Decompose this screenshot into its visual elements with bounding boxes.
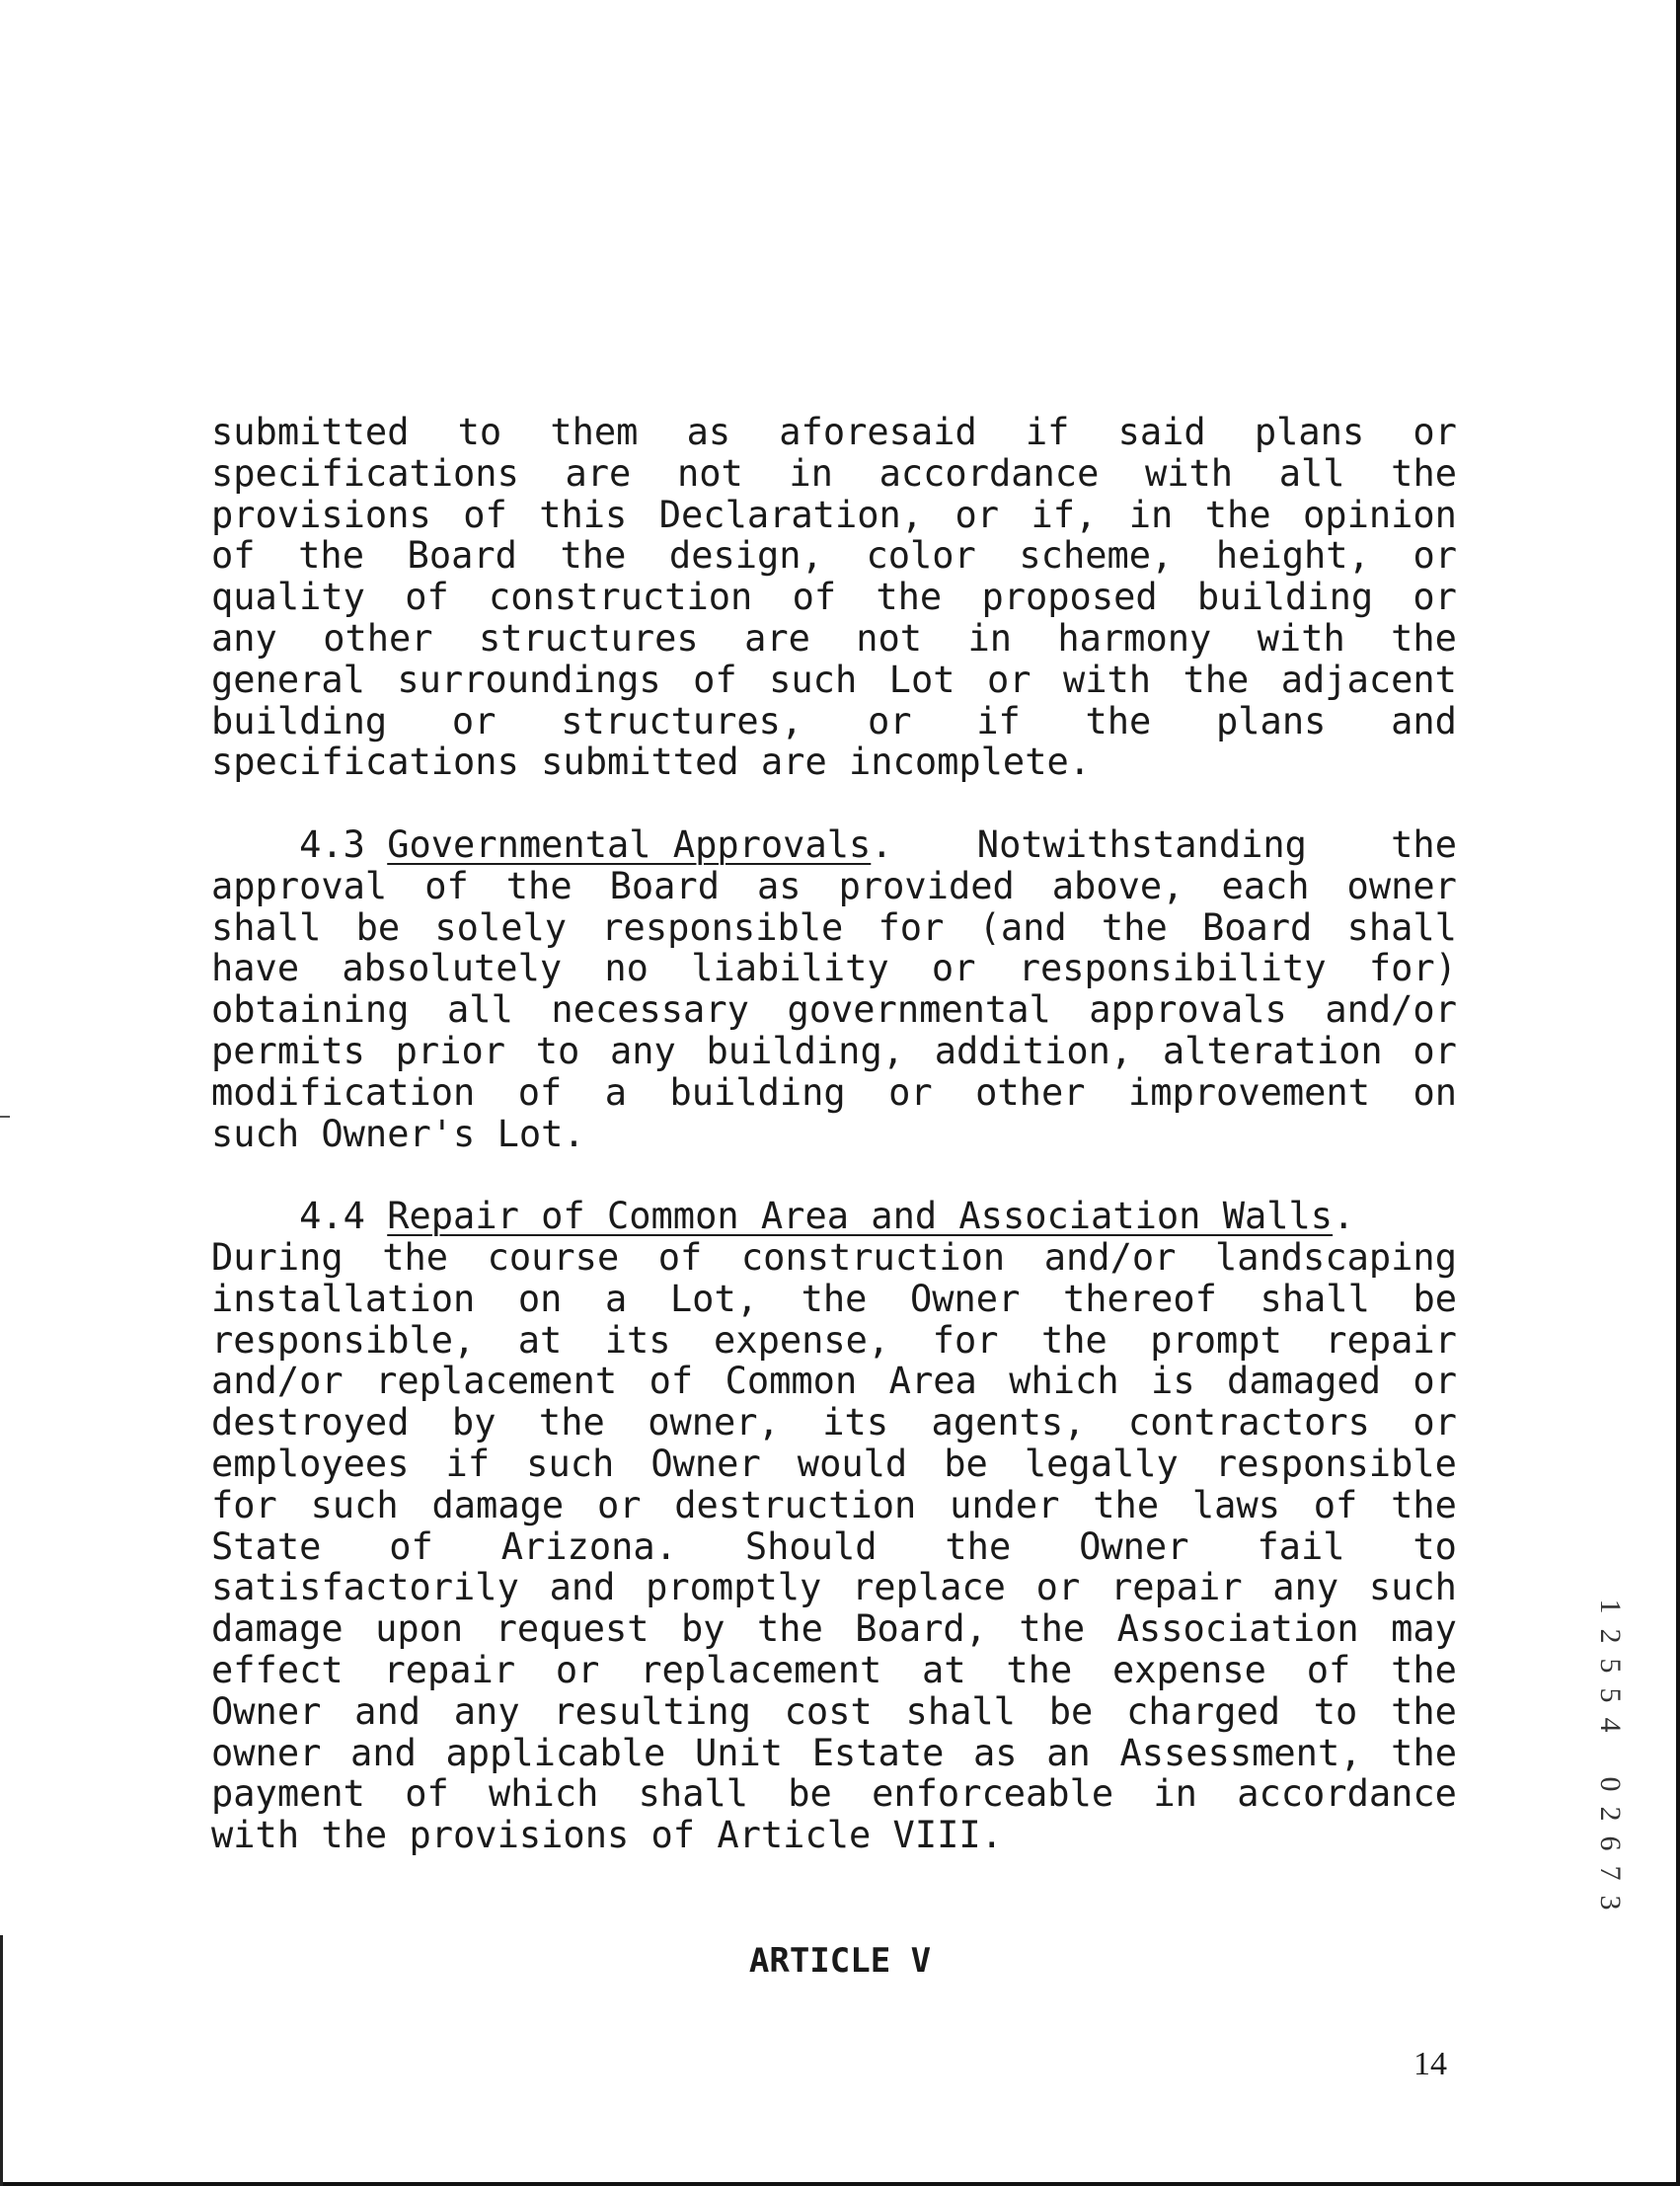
text-line: damage upon request by the Board, the Association may bbox=[211, 1607, 1457, 1651]
stamp-digit: 4 bbox=[1594, 1717, 1627, 1733]
stamp-digit: 2 bbox=[1594, 1806, 1627, 1822]
text-line: with the provisions of Article VIII. bbox=[211, 1814, 1003, 1857]
text-line: specifications submitted are incomplete. bbox=[211, 741, 1092, 784]
scan-tick-mark bbox=[0, 1116, 10, 1118]
text-line: destroyed by the owner, its agents, contractors or bbox=[211, 1401, 1457, 1444]
text-line: any other structures are not in harmony with the bbox=[211, 616, 1457, 660]
section-number: 4.4 bbox=[299, 1195, 365, 1238]
section-4-4-heading-line bbox=[211, 1196, 1457, 1237]
article-heading: ARTICLE V bbox=[748, 1941, 932, 1981]
stamp-digit: 5 bbox=[1594, 1658, 1627, 1674]
stamp-digit bbox=[1595, 1740, 1625, 1769]
recording-stamp bbox=[1595, 1592, 1625, 1917]
section-4-3 bbox=[211, 824, 1457, 1154]
section-number: 4.3 bbox=[299, 822, 365, 866]
section-title: Governmental Approvals bbox=[387, 822, 872, 866]
text-line: have absolutely no liability or responsibility for) bbox=[211, 947, 1457, 990]
paragraph-continuation bbox=[211, 412, 1457, 783]
text-line: State of Arizona. Should the Owner fail to bbox=[211, 1524, 1457, 1568]
section-4-3-heading-line: 4.3 Governmental Approvals. Notwithstanding the bbox=[211, 824, 1457, 866]
text-line: employees if such Owner would be legally responsible bbox=[211, 1442, 1457, 1485]
section-title: Repair of Common Area and Association Walls bbox=[387, 1195, 1334, 1238]
section-4-3-lead: 4.3 Governmental Approvals. bbox=[299, 822, 893, 866]
page-edge-bottom bbox=[0, 2182, 1680, 2186]
text-line: for such damage or destruction under the laws of the bbox=[211, 1483, 1457, 1526]
stamp-digit: 0 bbox=[1594, 1776, 1627, 1792]
text-line: shall be solely responsible for (and the Board shall bbox=[211, 905, 1457, 949]
stamp-digit: 7 bbox=[1594, 1865, 1627, 1881]
text-line: owner and applicable Unit Estate as an Assessment, the bbox=[211, 1731, 1457, 1774]
text-line: submitted to them as aforesaid if said plans or bbox=[211, 411, 1457, 453]
text-line: effect repair or replacement at the expense of the bbox=[211, 1648, 1457, 1691]
text-line: general surroundings of such Lot or with the adjacent bbox=[211, 658, 1457, 701]
text-line: and/or replacement of Common Area which is damaged or bbox=[211, 1360, 1457, 1403]
text-line: installation on a Lot, the Owner thereof shall be bbox=[211, 1277, 1457, 1320]
stamp-digit: 1 bbox=[1594, 1599, 1627, 1614]
text-line: permits prior to any building, addition, alteration or bbox=[211, 1029, 1457, 1072]
text-line: specifications are not in accordance with all the bbox=[211, 451, 1457, 495]
text-line: responsible, at its expense, for the prompt repair bbox=[211, 1318, 1457, 1362]
stamp-digit: 5 bbox=[1594, 1687, 1627, 1703]
section-4-4 bbox=[211, 1196, 1457, 1856]
text-line: approval of the Board as provided above, each owner bbox=[211, 864, 1457, 907]
text-line: obtaining all necessary governmental approvals and/or bbox=[211, 988, 1457, 1032]
text-line: such Owner's Lot. bbox=[211, 1112, 585, 1155]
page-edge-right bbox=[1676, 0, 1680, 2186]
text-line: building or structures, or if the plans and bbox=[211, 699, 1457, 742]
text-line: modification of a building or other improvement on bbox=[211, 1070, 1457, 1114]
stamp-digit: 6 bbox=[1594, 1835, 1627, 1851]
text-line: Owner and any resulting cost shall be charged to the bbox=[211, 1689, 1457, 1733]
text-line: of the Board the design, color scheme, height, or bbox=[211, 534, 1457, 578]
text-line: During the course of construction and/or landscaping bbox=[211, 1235, 1457, 1279]
text-line: quality of construction of the proposed building or bbox=[211, 576, 1457, 619]
text-line: provisions of this Declaration, or if, in the opinion bbox=[211, 493, 1457, 536]
page-number: 14 bbox=[1413, 2046, 1447, 2082]
document-body bbox=[211, 412, 1457, 1856]
stamp-digit: 2 bbox=[1594, 1628, 1627, 1644]
stamp-digit: 3 bbox=[1594, 1895, 1627, 1911]
section-4-4-lead: 4.4 Repair of Common Area and Association Walls. bbox=[299, 1195, 1355, 1238]
text-line: payment of which shall be enforceable in accordance bbox=[211, 1772, 1457, 1816]
text-line: satisfactorily and promptly replace or repair any such bbox=[211, 1566, 1457, 1609]
